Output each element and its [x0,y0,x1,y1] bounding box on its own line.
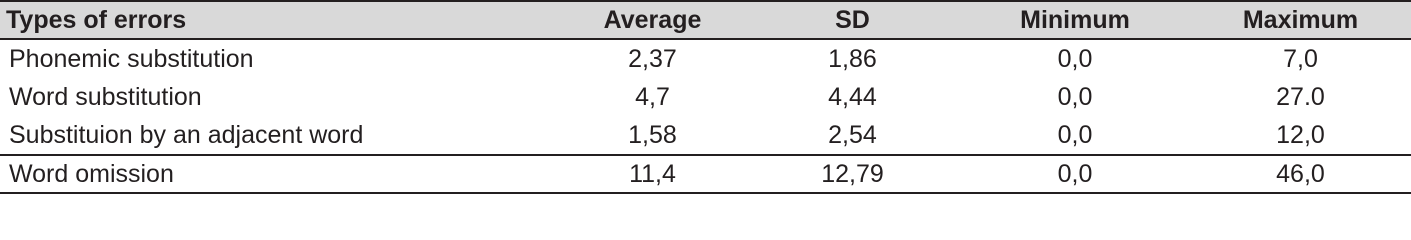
row-label: Phonemic substitution [9,44,254,73]
cell-average: 1,58 [628,120,677,149]
cell-maximum: 46,0 [1190,155,1411,193]
table-row [0,39,1411,78]
cell-sd: 2,54 [828,120,877,149]
row-label: Word substitution [9,82,202,111]
table-row [0,116,1411,155]
header-average: Average [560,1,745,39]
row-label: Substituion by an adjacent word [9,120,364,149]
cell-average: 4,7 [635,82,670,111]
header-maximum: Maximum [1190,1,1411,39]
table-row [0,78,1411,116]
table-header-row [0,1,1411,39]
header-types-of-errors: Types of errors [0,1,560,39]
cell-maximum: 12,0 [1276,120,1325,149]
cell-average: 2,37 [628,44,677,73]
table-row [0,155,1411,193]
header-sd: SD [745,1,960,39]
cell-sd: 12,79 [745,155,960,193]
header-minimum: Minimum [960,1,1190,39]
cell-maximum: 7,0 [1283,44,1318,73]
cell-average: 11,4 [560,155,745,193]
cell-maximum: 27.0 [1276,82,1325,111]
cell-minimum: 0,0 [1057,120,1093,149]
cell-sd: 1,86 [828,44,877,73]
cell-minimum: 0,0 [1057,82,1093,111]
cell-minimum: 0,0 [960,155,1190,193]
row-label: Word omission [0,155,560,193]
cell-minimum: 0,0 [1057,44,1093,73]
cell-sd: 4,44 [828,82,877,111]
